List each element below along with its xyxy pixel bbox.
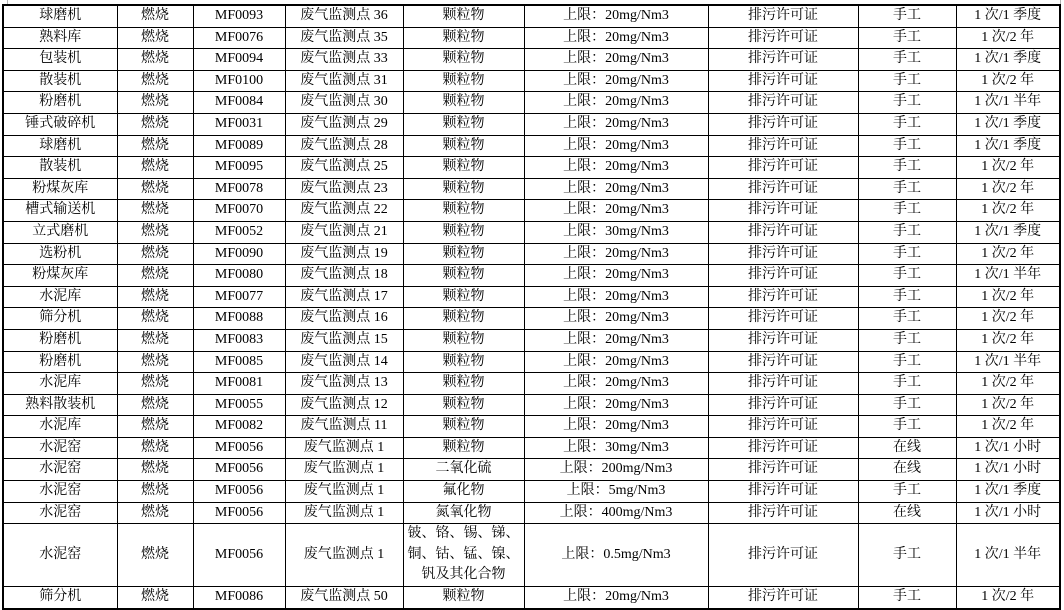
- cell-process: 燃烧: [117, 437, 193, 459]
- cell-method: 手工: [858, 416, 956, 438]
- cell-frequency: 1 次/2 年: [956, 416, 1060, 438]
- cell-equipment: 立式磨机: [3, 221, 117, 243]
- cell-facility-code: MF0070: [193, 200, 285, 222]
- cell-limit: 上限：20mg/Nm3: [524, 70, 708, 92]
- cell-basis: 排污许可证: [708, 416, 858, 438]
- cell-monitoring-point: 废气监测点 35: [285, 27, 403, 49]
- cell-facility-code: MF0056: [193, 459, 285, 481]
- cell-monitoring-point: 废气监测点 17: [285, 286, 403, 308]
- cell-method: 在线: [858, 502, 956, 524]
- cell-limit: 上限：20mg/Nm3: [524, 5, 708, 27]
- cell-frequency: 1 次/1 季度: [956, 113, 1060, 135]
- cell-pollutant: 颗粒物: [403, 178, 524, 200]
- cell-limit: 上限：20mg/Nm3: [524, 308, 708, 330]
- cell-equipment: 粉磨机: [3, 329, 117, 351]
- cell-pollutant: 颗粒物: [403, 70, 524, 92]
- cell-monitoring-point: 废气监测点 22: [285, 200, 403, 222]
- cell-frequency: 1 次/2 年: [956, 587, 1060, 609]
- cell-pollutant: 颗粒物: [403, 49, 524, 71]
- cell-method: 在线: [858, 459, 956, 481]
- cell-method: 手工: [858, 27, 956, 49]
- cell-process: 燃烧: [117, 200, 193, 222]
- table-row: [3, 437, 1060, 459]
- cell-pollutant: 颗粒物: [403, 394, 524, 416]
- cell-limit: 上限：20mg/Nm3: [524, 394, 708, 416]
- cell-method: 手工: [858, 373, 956, 395]
- cell-process: 燃烧: [117, 135, 193, 157]
- cell-method: 手工: [858, 5, 956, 27]
- cell-method: 手工: [858, 351, 956, 373]
- cell-basis: 排污许可证: [708, 49, 858, 71]
- cell-process: 燃烧: [117, 178, 193, 200]
- cell-limit: 上限：200mg/Nm3: [524, 459, 708, 481]
- cell-frequency: 1 次/1 季度: [956, 5, 1060, 27]
- cell-pollutant: 颗粒物: [403, 113, 524, 135]
- cell-process: 燃烧: [117, 481, 193, 503]
- cell-equipment: 水泥窑: [3, 437, 117, 459]
- cell-process: 燃烧: [117, 49, 193, 71]
- table-row: [3, 481, 1060, 503]
- cell-equipment: 球磨机: [3, 5, 117, 27]
- cell-pollutant: 氟化物: [403, 481, 524, 503]
- cell-method: 手工: [858, 221, 956, 243]
- cell-basis: 排污许可证: [708, 200, 858, 222]
- cell-pollutant: 颗粒物: [403, 587, 524, 609]
- cell-process: 燃烧: [117, 394, 193, 416]
- cell-method: 手工: [858, 200, 956, 222]
- cell-monitoring-point: 废气监测点 12: [285, 394, 403, 416]
- cell-basis: 排污许可证: [708, 113, 858, 135]
- cell-facility-code: MF0088: [193, 308, 285, 330]
- cell-frequency: 1 次/1 半年: [956, 524, 1060, 587]
- cell-limit: 上限：20mg/Nm3: [524, 135, 708, 157]
- cell-pollutant: 二氧化硫: [403, 459, 524, 481]
- cell-basis: 排污许可证: [708, 27, 858, 49]
- cell-pollutant: 颗粒物: [403, 265, 524, 287]
- cell-process: 燃烧: [117, 373, 193, 395]
- cell-method: 手工: [858, 265, 956, 287]
- cell-basis: 排污许可证: [708, 308, 858, 330]
- table-row: [3, 286, 1060, 308]
- cell-pollutant: 颗粒物: [403, 308, 524, 330]
- cell-process: 燃烧: [117, 221, 193, 243]
- cell-process: 燃烧: [117, 265, 193, 287]
- cell-limit: 上限：20mg/Nm3: [524, 157, 708, 179]
- cell-limit: 上限：20mg/Nm3: [524, 113, 708, 135]
- cell-limit: 上限：20mg/Nm3: [524, 243, 708, 265]
- cell-basis: 排污许可证: [708, 265, 858, 287]
- cell-monitoring-point: 废气监测点 33: [285, 49, 403, 71]
- cell-frequency: 1 次/2 年: [956, 70, 1060, 92]
- cell-basis: 排污许可证: [708, 243, 858, 265]
- table-row: [3, 113, 1060, 135]
- cell-frequency: 1 次/2 年: [956, 157, 1060, 179]
- cell-basis: 排污许可证: [708, 135, 858, 157]
- cell-facility-code: MF0094: [193, 49, 285, 71]
- cell-frequency: 1 次/1 小时: [956, 437, 1060, 459]
- table-row: [3, 394, 1060, 416]
- cell-basis: 排污许可证: [708, 5, 858, 27]
- cell-monitoring-point: 废气监测点 1: [285, 459, 403, 481]
- cell-pollutant: 颗粒物: [403, 27, 524, 49]
- cell-basis: 排污许可证: [708, 502, 858, 524]
- cell-limit: 上限：30mg/Nm3: [524, 437, 708, 459]
- cell-limit: 上限：20mg/Nm3: [524, 373, 708, 395]
- cell-limit: 上限：20mg/Nm3: [524, 92, 708, 114]
- cell-method: 手工: [858, 157, 956, 179]
- cell-frequency: 1 次/2 年: [956, 27, 1060, 49]
- cell-frequency: 1 次/2 年: [956, 286, 1060, 308]
- cell-method: 手工: [858, 135, 956, 157]
- cell-basis: 排污许可证: [708, 157, 858, 179]
- cell-facility-code: MF0080: [193, 265, 285, 287]
- cell-pollutant: 氮氧化物: [403, 502, 524, 524]
- table-row: [3, 329, 1060, 351]
- table-row: [3, 416, 1060, 438]
- cell-facility-code: MF0078: [193, 178, 285, 200]
- cell-monitoring-point: 废气监测点 11: [285, 416, 403, 438]
- cell-process: 燃烧: [117, 524, 193, 587]
- cell-method: 手工: [858, 308, 956, 330]
- cell-method: 手工: [858, 243, 956, 265]
- cell-frequency: 1 次/1 季度: [956, 221, 1060, 243]
- table-row: [3, 524, 1060, 587]
- cell-limit: 上限：20mg/Nm3: [524, 587, 708, 609]
- cell-monitoring-point: 废气监测点 31: [285, 70, 403, 92]
- cell-pollutant: 颗粒物: [403, 200, 524, 222]
- cell-method: 在线: [858, 437, 956, 459]
- cell-basis: 排污许可证: [708, 70, 858, 92]
- cell-monitoring-point: 废气监测点 28: [285, 135, 403, 157]
- cell-equipment: 包装机: [3, 49, 117, 71]
- cell-equipment: 熟料散装机: [3, 394, 117, 416]
- cell-process: 燃烧: [117, 243, 193, 265]
- cell-monitoring-point: 废气监测点 19: [285, 243, 403, 265]
- cell-pollutant: 颗粒物: [403, 221, 524, 243]
- cell-equipment: 水泥窑: [3, 524, 117, 587]
- cell-method: 手工: [858, 49, 956, 71]
- cell-equipment: 选粉机: [3, 243, 117, 265]
- cell-pollutant: 颗粒物: [403, 373, 524, 395]
- cell-basis: 排污许可证: [708, 178, 858, 200]
- cell-equipment: 水泥库: [3, 286, 117, 308]
- cell-monitoring-point: 废气监测点 25: [285, 157, 403, 179]
- cell-equipment: 锤式破碎机: [3, 113, 117, 135]
- cell-basis: 排污许可证: [708, 221, 858, 243]
- table-row: [3, 135, 1060, 157]
- cell-process: 燃烧: [117, 286, 193, 308]
- cell-process: 燃烧: [117, 351, 193, 373]
- cell-method: 手工: [858, 113, 956, 135]
- cell-frequency: 1 次/1 季度: [956, 135, 1060, 157]
- cell-process: 燃烧: [117, 70, 193, 92]
- cell-equipment: 水泥窑: [3, 459, 117, 481]
- cell-basis: 排污许可证: [708, 587, 858, 609]
- cell-monitoring-point: 废气监测点 23: [285, 178, 403, 200]
- cell-limit: 上限：20mg/Nm3: [524, 49, 708, 71]
- cell-method: 手工: [858, 92, 956, 114]
- cell-equipment: 粉磨机: [3, 351, 117, 373]
- cell-basis: 排污许可证: [708, 437, 858, 459]
- cell-basis: 排污许可证: [708, 524, 858, 587]
- cell-frequency: 1 次/1 季度: [956, 49, 1060, 71]
- cell-facility-code: MF0086: [193, 587, 285, 609]
- table-row: [3, 265, 1060, 287]
- cell-pollutant: 颗粒物: [403, 286, 524, 308]
- cell-monitoring-point: 废气监测点 15: [285, 329, 403, 351]
- cell-facility-code: MF0081: [193, 373, 285, 395]
- cell-frequency: 1 次/1 小时: [956, 459, 1060, 481]
- cell-limit: 上限：20mg/Nm3: [524, 265, 708, 287]
- cell-equipment: 筛分机: [3, 308, 117, 330]
- table-row: [3, 243, 1060, 265]
- cell-equipment: 水泥窑: [3, 481, 117, 503]
- cell-method: 手工: [858, 481, 956, 503]
- cell-equipment: 水泥库: [3, 416, 117, 438]
- cell-pollutant: 颗粒物: [403, 92, 524, 114]
- cell-equipment: 粉磨机: [3, 92, 117, 114]
- cell-equipment: 散装机: [3, 157, 117, 179]
- cell-pollutant: 颗粒物: [403, 416, 524, 438]
- cell-equipment: 槽式输送机: [3, 200, 117, 222]
- cell-limit: 上限：20mg/Nm3: [524, 286, 708, 308]
- cell-equipment: 球磨机: [3, 135, 117, 157]
- cell-method: 手工: [858, 394, 956, 416]
- cell-pollutant: 颗粒物: [403, 243, 524, 265]
- cell-frequency: 1 次/2 年: [956, 178, 1060, 200]
- cell-pollutant: 颗粒物: [403, 157, 524, 179]
- cell-monitoring-point: 废气监测点 1: [285, 437, 403, 459]
- cell-limit: 上限：400mg/Nm3: [524, 502, 708, 524]
- cell-method: 手工: [858, 524, 956, 587]
- cell-method: 手工: [858, 587, 956, 609]
- cell-facility-code: MF0089: [193, 135, 285, 157]
- cell-pollutant: 颗粒物: [403, 437, 524, 459]
- cell-monitoring-point: 废气监测点 16: [285, 308, 403, 330]
- cell-basis: 排污许可证: [708, 329, 858, 351]
- cell-facility-code: MF0076: [193, 27, 285, 49]
- cell-method: 手工: [858, 286, 956, 308]
- cell-monitoring-point: 废气监测点 1: [285, 481, 403, 503]
- cell-monitoring-point: 废气监测点 50: [285, 587, 403, 609]
- cell-facility-code: MF0056: [193, 524, 285, 587]
- cell-process: 燃烧: [117, 587, 193, 609]
- cell-frequency: 1 次/1 半年: [956, 92, 1060, 114]
- cell-monitoring-point: 废气监测点 30: [285, 92, 403, 114]
- table-row: [3, 587, 1060, 609]
- cell-limit: 上限：20mg/Nm3: [524, 27, 708, 49]
- cell-frequency: 1 次/1 小时: [956, 502, 1060, 524]
- cell-frequency: 1 次/2 年: [956, 308, 1060, 330]
- cell-monitoring-point: 废气监测点 36: [285, 5, 403, 27]
- cell-monitoring-point: 废气监测点 21: [285, 221, 403, 243]
- table-row: [3, 27, 1060, 49]
- cell-limit: 上限：5mg/Nm3: [524, 481, 708, 503]
- cell-facility-code: MF0077: [193, 286, 285, 308]
- cell-limit: 上限：20mg/Nm3: [524, 351, 708, 373]
- cell-frequency: 1 次/2 年: [956, 243, 1060, 265]
- table-row: [3, 178, 1060, 200]
- emission-monitoring-table: [2, 4, 1061, 610]
- table-row: [3, 221, 1060, 243]
- cell-pollutant: 铍、铬、锡、锑、铜、钴、锰、镍、钒及其化合物: [403, 524, 524, 587]
- cell-facility-code: MF0083: [193, 329, 285, 351]
- table-row: [3, 351, 1060, 373]
- table-body: [3, 5, 1060, 609]
- cell-facility-code: MF0093: [193, 5, 285, 27]
- table-row: [3, 157, 1060, 179]
- cell-pollutant: 颗粒物: [403, 329, 524, 351]
- cell-facility-code: MF0100: [193, 70, 285, 92]
- cell-facility-code: MF0056: [193, 502, 285, 524]
- table-row: [3, 5, 1060, 27]
- table-row: [3, 373, 1060, 395]
- table-row: [3, 502, 1060, 524]
- cell-facility-code: MF0052: [193, 221, 285, 243]
- cell-facility-code: MF0095: [193, 157, 285, 179]
- cell-facility-code: MF0056: [193, 437, 285, 459]
- cell-equipment: 筛分机: [3, 587, 117, 609]
- cell-process: 燃烧: [117, 157, 193, 179]
- cell-monitoring-point: 废气监测点 18: [285, 265, 403, 287]
- table-row: [3, 459, 1060, 481]
- cell-method: 手工: [858, 178, 956, 200]
- cell-basis: 排污许可证: [708, 394, 858, 416]
- cell-basis: 排污许可证: [708, 459, 858, 481]
- cell-equipment: 粉煤灰库: [3, 178, 117, 200]
- cell-equipment: 散装机: [3, 70, 117, 92]
- cell-frequency: 1 次/1 半年: [956, 351, 1060, 373]
- cell-pollutant: 颗粒物: [403, 351, 524, 373]
- cell-limit: 上限：0.5mg/Nm3: [524, 524, 708, 587]
- cell-facility-code: MF0085: [193, 351, 285, 373]
- cell-facility-code: MF0055: [193, 394, 285, 416]
- cell-process: 燃烧: [117, 329, 193, 351]
- cell-basis: 排污许可证: [708, 373, 858, 395]
- cell-limit: 上限：20mg/Nm3: [524, 329, 708, 351]
- cell-frequency: 1 次/1 半年: [956, 265, 1060, 287]
- cell-limit: 上限：30mg/Nm3: [524, 221, 708, 243]
- table-row: [3, 70, 1060, 92]
- cell-basis: 排污许可证: [708, 481, 858, 503]
- cell-limit: 上限：20mg/Nm3: [524, 416, 708, 438]
- cell-frequency: 1 次/2 年: [956, 200, 1060, 222]
- cell-facility-code: MF0090: [193, 243, 285, 265]
- cell-process: 燃烧: [117, 92, 193, 114]
- cell-basis: 排污许可证: [708, 286, 858, 308]
- cell-process: 燃烧: [117, 459, 193, 481]
- cell-frequency: 1 次/2 年: [956, 394, 1060, 416]
- cell-process: 燃烧: [117, 416, 193, 438]
- cell-monitoring-point: 废气监测点 1: [285, 502, 403, 524]
- cell-pollutant: 颗粒物: [403, 135, 524, 157]
- cell-limit: 上限：20mg/Nm3: [524, 178, 708, 200]
- cell-limit: 上限：20mg/Nm3: [524, 200, 708, 222]
- cell-process: 燃烧: [117, 27, 193, 49]
- cell-basis: 排污许可证: [708, 351, 858, 373]
- table-row: [3, 49, 1060, 71]
- cell-process: 燃烧: [117, 502, 193, 524]
- cell-equipment: 熟料库: [3, 27, 117, 49]
- cell-process: 燃烧: [117, 5, 193, 27]
- cell-process: 燃烧: [117, 113, 193, 135]
- table-row: [3, 308, 1060, 330]
- cell-monitoring-point: 废气监测点 29: [285, 113, 403, 135]
- cell-frequency: 1 次/1 季度: [956, 481, 1060, 503]
- cell-monitoring-point: 废气监测点 13: [285, 373, 403, 395]
- cell-frequency: 1 次/2 年: [956, 373, 1060, 395]
- cell-frequency: 1 次/2 年: [956, 329, 1060, 351]
- cell-equipment: 水泥库: [3, 373, 117, 395]
- table-row: [3, 200, 1060, 222]
- cell-facility-code: MF0031: [193, 113, 285, 135]
- cell-facility-code: MF0056: [193, 481, 285, 503]
- cell-pollutant: 颗粒物: [403, 5, 524, 27]
- cell-facility-code: MF0082: [193, 416, 285, 438]
- cell-method: 手工: [858, 70, 956, 92]
- cell-equipment: 粉煤灰库: [3, 265, 117, 287]
- table-row: [3, 92, 1060, 114]
- cell-monitoring-point: 废气监测点 1: [285, 524, 403, 587]
- cell-facility-code: MF0084: [193, 92, 285, 114]
- cell-monitoring-point: 废气监测点 14: [285, 351, 403, 373]
- cell-process: 燃烧: [117, 308, 193, 330]
- cell-basis: 排污许可证: [708, 92, 858, 114]
- cell-equipment: 水泥窑: [3, 502, 117, 524]
- cell-method: 手工: [858, 329, 956, 351]
